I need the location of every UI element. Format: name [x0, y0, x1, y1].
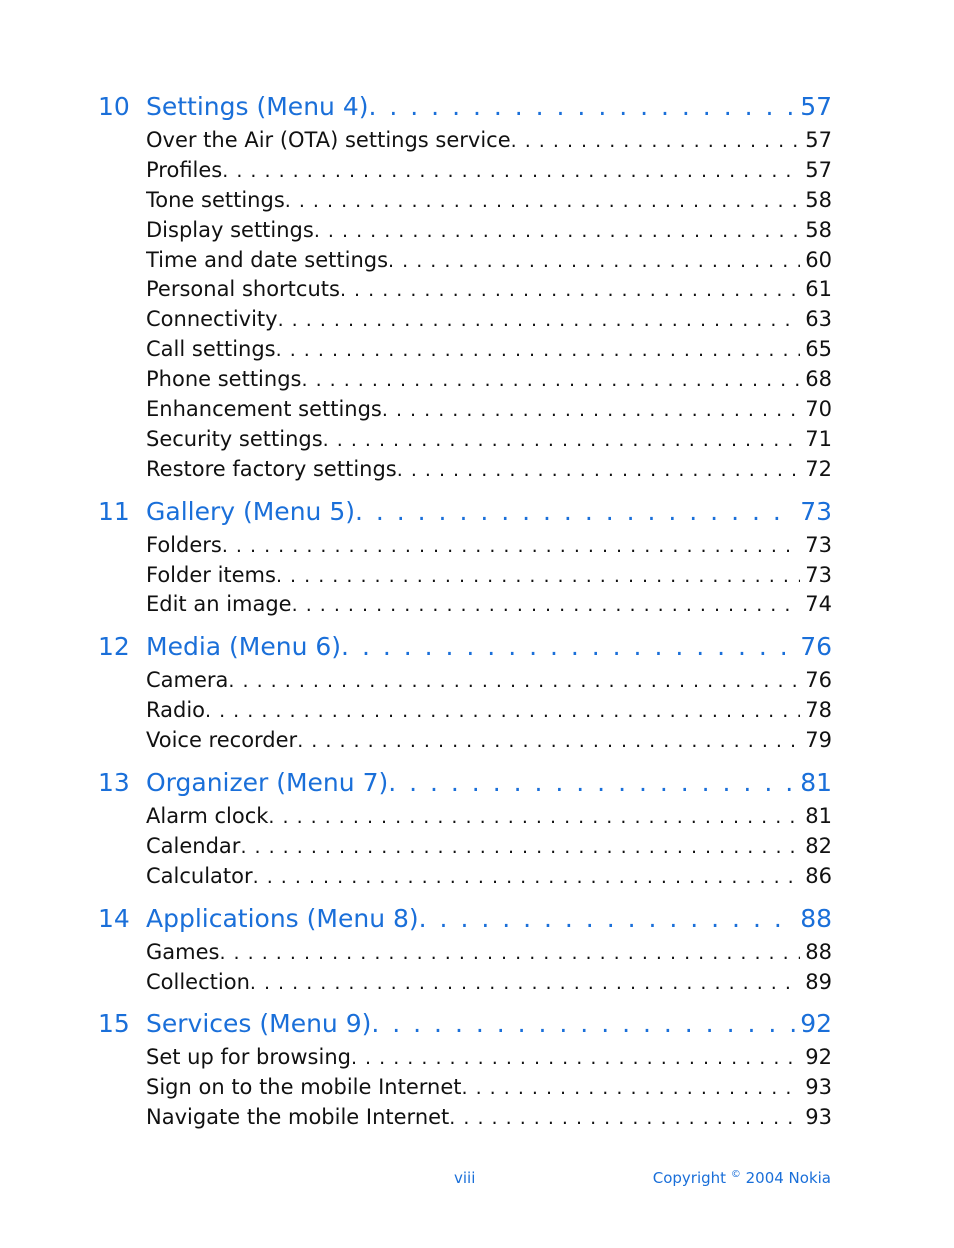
entry-title: Camera [146, 668, 229, 693]
entry-page-number: 74 [805, 592, 832, 617]
entry-title: Call settings [146, 337, 276, 362]
entry-title: Sign on to the mobile Internet [146, 1075, 462, 1100]
copyright-symbol: © [730, 1169, 741, 1180]
dot-leader [462, 1073, 801, 1102]
chapter-heading-link[interactable] [98, 629, 832, 665]
copyright-suffix: 2004 Nokia [745, 1169, 831, 1187]
toc-entry[interactable] [146, 394, 832, 424]
entry-page-number: 88 [805, 939, 832, 964]
entry-page-number: 61 [805, 277, 832, 302]
toc-entry[interactable] [146, 861, 832, 891]
toc-entry[interactable] [146, 304, 832, 334]
entry-title: Voice recorder [146, 728, 298, 753]
entry-page-number: 72 [805, 456, 832, 481]
dot-leader [511, 126, 800, 155]
entry-title: Calendar [146, 833, 241, 858]
toc-entry[interactable] [146, 1102, 832, 1132]
chapter-heading-link[interactable] [98, 1006, 832, 1042]
toc-entry[interactable] [146, 665, 832, 695]
footer-page-number: viii [454, 1169, 476, 1187]
entry-page-number: 57 [805, 128, 832, 152]
entry-title: Restore factory settings [146, 456, 397, 481]
dot-leader [253, 862, 800, 891]
chapter-heading-link[interactable] [98, 494, 832, 530]
chapter-heading-link[interactable] [98, 89, 832, 125]
entry-page-number: 79 [805, 728, 832, 753]
chapter-page-number: 92 [800, 1009, 832, 1039]
table-of-contents [98, 89, 832, 1142]
chapter-10 [98, 89, 832, 484]
chapter-title: Applications (Menu 8) [146, 903, 419, 933]
chapter-number: 10 [98, 92, 130, 121]
dot-leader [292, 590, 800, 619]
chapter-number: 12 [98, 632, 130, 662]
toc-entry[interactable] [146, 1042, 832, 1072]
entry-page-number: 57 [805, 157, 832, 182]
toc-entry[interactable] [146, 1072, 832, 1102]
toc-entry[interactable] [146, 215, 832, 245]
chapter-14 [98, 901, 832, 997]
toc-entry[interactable] [146, 125, 832, 155]
toc-entry[interactable] [146, 185, 832, 215]
entry-title: Radio [146, 698, 206, 723]
dot-leader [388, 246, 800, 275]
entry-title: Security settings [146, 426, 323, 451]
toc-entry[interactable] [146, 155, 832, 185]
chapter-title: Media (Menu 6) [146, 632, 342, 662]
entry-title: Display settings [146, 217, 314, 242]
dot-leader [355, 494, 796, 530]
dot-leader [340, 275, 800, 304]
dot-leader [397, 455, 800, 484]
entry-page-number: 93 [805, 1075, 832, 1100]
chapter-page-number: 73 [800, 496, 832, 526]
entry-page-number: 93 [805, 1105, 832, 1130]
entry-page-number: 58 [805, 187, 832, 212]
dot-leader [222, 531, 800, 560]
entry-title: Tone settings [146, 187, 285, 212]
toc-entry[interactable] [146, 560, 832, 590]
chapter-13 [98, 765, 832, 891]
entry-page-number: 68 [805, 367, 832, 392]
toc-entry[interactable] [146, 831, 832, 861]
chapter-heading-link[interactable] [98, 901, 832, 937]
chapter-page-number: 81 [800, 768, 832, 798]
dot-leader [228, 666, 800, 695]
entry-page-number: 60 [805, 247, 832, 272]
dot-leader [341, 629, 796, 665]
toc-entry[interactable] [146, 274, 832, 304]
toc-entry[interactable] [146, 937, 832, 967]
entry-page-number: 78 [805, 698, 832, 723]
entry-page-number: 82 [805, 833, 832, 858]
entry-page-number: 73 [805, 532, 832, 557]
chapter-11 [98, 494, 832, 620]
chapter-title: Settings (Menu 4) [146, 92, 369, 121]
toc-entry[interactable] [146, 334, 832, 364]
toc-entry[interactable] [146, 725, 832, 755]
chapter-number: 13 [98, 768, 130, 798]
entry-page-number: 63 [805, 307, 832, 332]
chapter-number: 14 [98, 903, 130, 933]
chapter-heading-link[interactable] [98, 765, 832, 801]
dot-leader [276, 335, 800, 364]
toc-entry[interactable] [146, 364, 832, 394]
entry-page-number: 81 [805, 804, 832, 829]
entry-title: Personal shortcuts [146, 277, 340, 302]
dot-leader [278, 305, 800, 334]
dot-leader [285, 186, 800, 215]
dot-leader [419, 901, 797, 937]
entry-title: Folder items [146, 562, 276, 587]
toc-entry[interactable] [146, 801, 832, 831]
entry-title: Profiles [146, 157, 223, 182]
entry-title: Time and date settings [146, 247, 389, 272]
chapter-title: Services (Menu 9) [146, 1009, 372, 1039]
entry-title: Games [146, 939, 220, 964]
entry-title: Collection [146, 969, 250, 994]
entry-title: Edit an image [146, 592, 292, 617]
entry-title: Over the Air (OTA) settings service [146, 128, 511, 152]
dot-leader [240, 832, 800, 861]
dot-leader [382, 395, 800, 424]
entry-page-number: 89 [805, 969, 832, 994]
entry-page-number: 76 [805, 668, 832, 693]
chapter-page-number: 57 [800, 92, 832, 121]
dot-leader [371, 1006, 796, 1042]
dot-leader [301, 365, 800, 394]
chapter-number: 11 [98, 496, 130, 526]
chapter-title: Organizer (Menu 7) [146, 768, 389, 798]
entry-title: Navigate the mobile Internet [146, 1105, 450, 1130]
chapter-page-number: 76 [800, 632, 832, 662]
toc-entry[interactable] [146, 245, 832, 275]
toc-entry[interactable] [146, 454, 832, 484]
entry-page-number: 71 [805, 426, 832, 451]
chapter-12 [98, 629, 832, 755]
dot-leader [388, 765, 796, 801]
entry-page-number: 65 [805, 337, 832, 362]
dot-leader [297, 726, 800, 755]
toc-entry[interactable] [146, 589, 832, 619]
dot-leader [219, 938, 800, 967]
dot-leader [205, 696, 800, 725]
dot-leader [323, 425, 800, 454]
entry-title: Alarm clock [146, 804, 269, 829]
chapter-page-number: 88 [800, 903, 832, 933]
entry-title: Enhancement settings [146, 397, 382, 422]
entry-page-number: 86 [805, 863, 832, 888]
toc-entry[interactable] [146, 695, 832, 725]
copyright-notice [653, 1169, 831, 1187]
entry-title: Connectivity [146, 307, 278, 332]
copyright-prefix: Copyright [652, 1169, 727, 1187]
page-footer [0, 1169, 954, 1191]
dot-leader [276, 561, 800, 590]
chapter-number: 15 [98, 1009, 130, 1039]
dot-leader [222, 156, 800, 185]
toc-entry[interactable] [146, 424, 832, 454]
entry-title: Calculator [146, 863, 253, 888]
dot-leader [351, 1043, 800, 1072]
chapter-15 [98, 1006, 832, 1132]
dot-leader [314, 216, 800, 245]
entry-page-number: 92 [805, 1045, 832, 1070]
entry-page-number: 73 [805, 562, 832, 587]
chapter-title: Gallery (Menu 5) [146, 496, 355, 526]
dot-leader [250, 968, 800, 997]
entry-page-number: 70 [805, 397, 832, 422]
dot-leader [449, 1103, 800, 1132]
toc-entry[interactable] [146, 967, 832, 997]
dot-leader [268, 802, 800, 831]
entry-page-number: 58 [805, 217, 832, 242]
entry-title: Set up for browsing [146, 1045, 351, 1070]
dot-leader [369, 89, 797, 125]
entry-title: Phone settings [146, 367, 302, 392]
entry-title: Folders [146, 532, 222, 557]
toc-entry[interactable] [146, 530, 832, 560]
